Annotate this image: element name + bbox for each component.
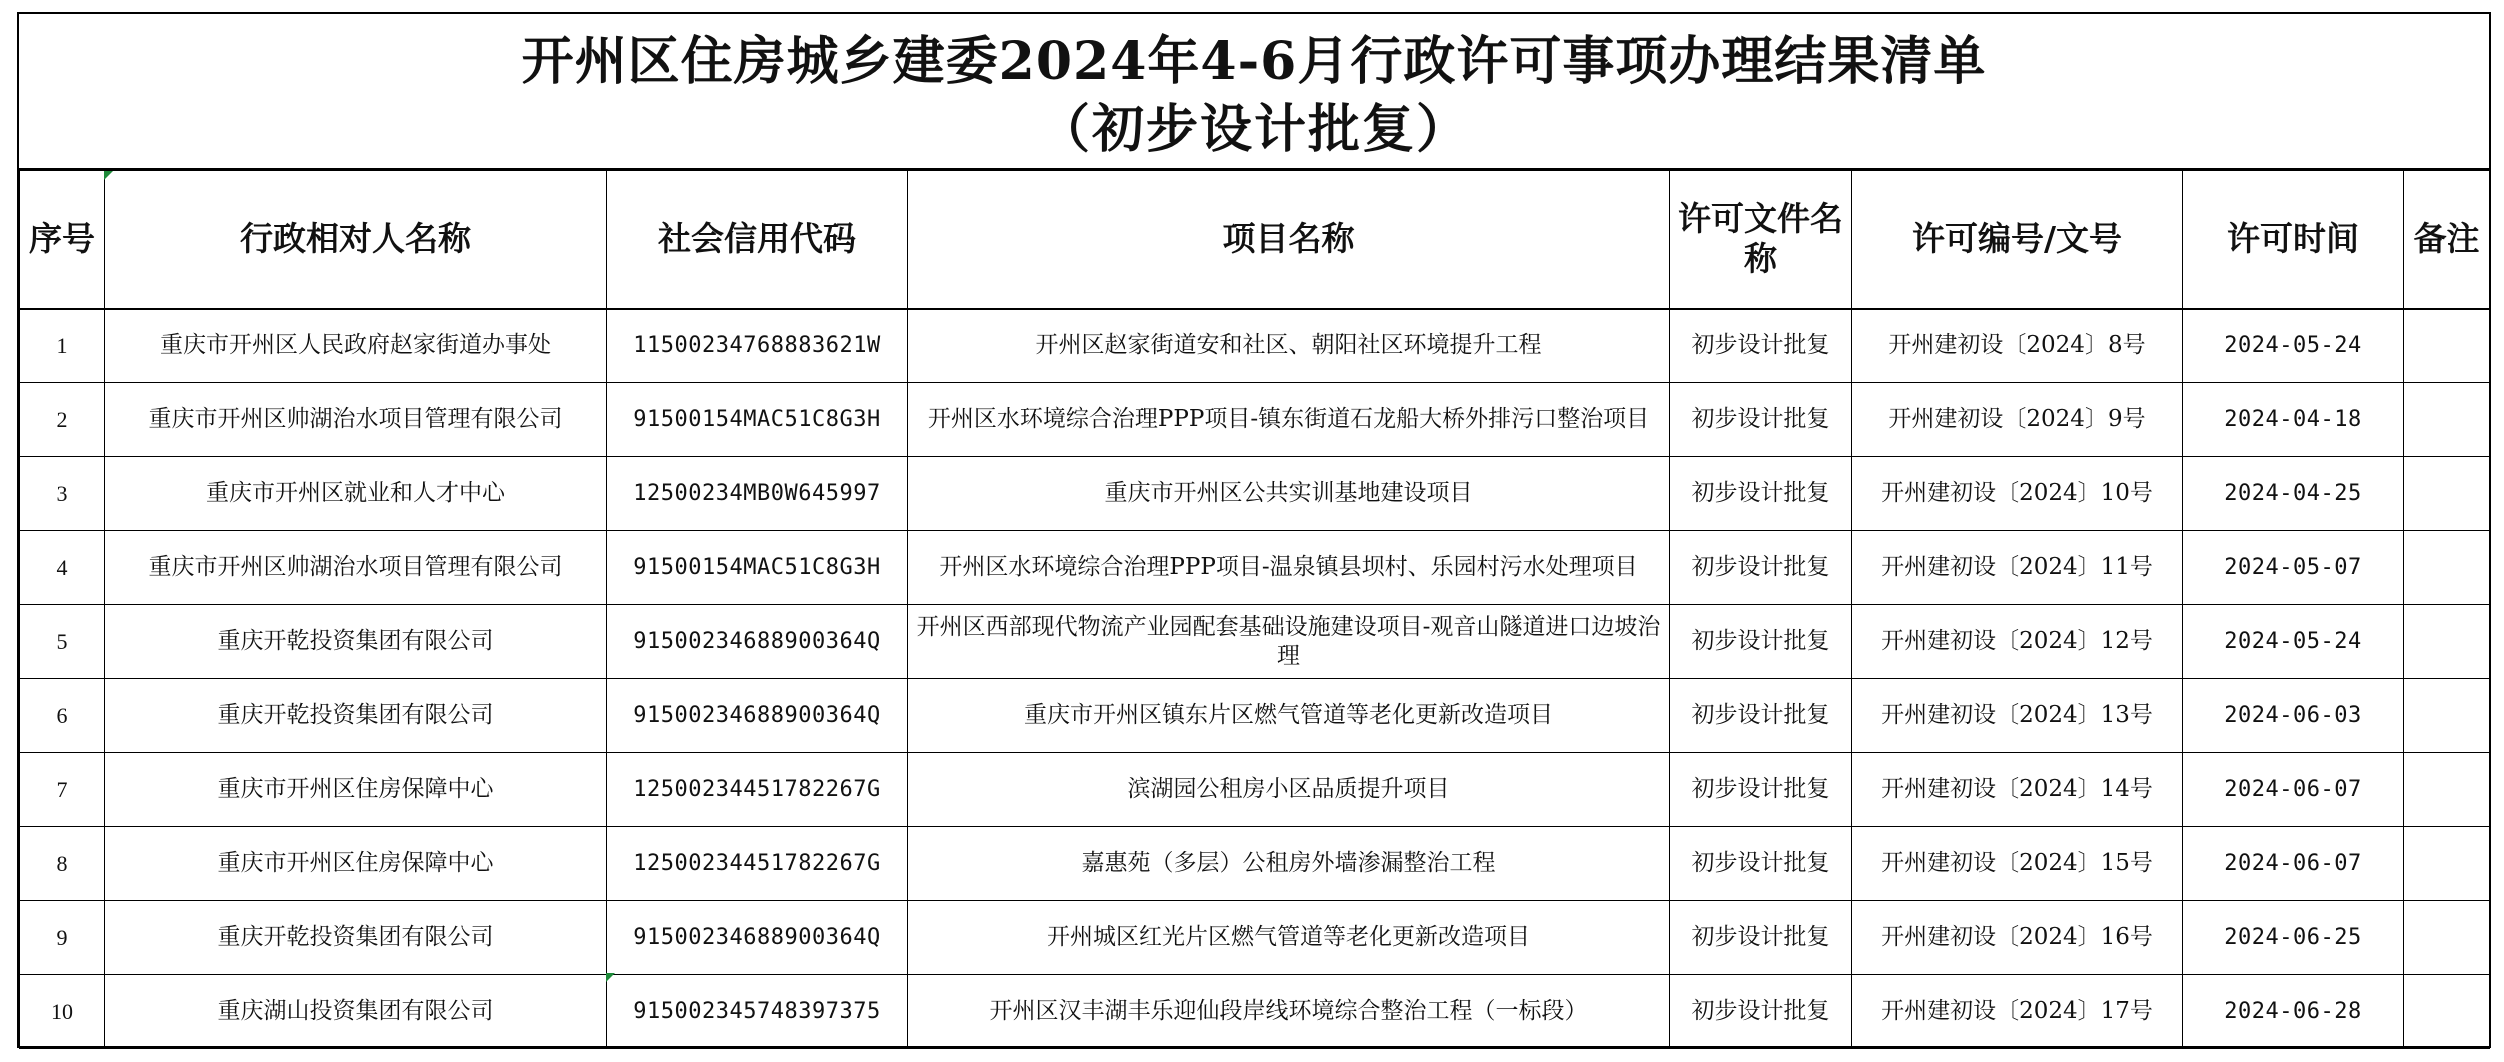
cell-code: 91500234688900364Q	[607, 679, 908, 753]
cell-doc: 初步设计批复	[1670, 531, 1852, 605]
cell-note	[2404, 679, 2490, 753]
table-row	[20, 679, 2490, 753]
table-row	[20, 457, 2490, 531]
cell-seq: 9	[20, 901, 105, 975]
cell-note	[2404, 383, 2490, 457]
cell-name: 重庆开乾投资集团有限公司	[105, 679, 607, 753]
header-note: 备注	[2404, 171, 2490, 309]
table-row	[20, 753, 2490, 827]
cell-code: 12500234451782267G	[607, 753, 908, 827]
cell-seq: 7	[20, 753, 105, 827]
cell-project: 重庆市开州区镇东片区燃气管道等老化更新改造项目	[908, 679, 1670, 753]
table-row	[20, 309, 2490, 383]
cell-name: 重庆市开州区就业和人才中心	[105, 457, 607, 531]
cell-number: 开州建初设〔2024〕16号	[1852, 901, 2183, 975]
page-subtitle: （初步设计批复）	[1037, 99, 1470, 160]
cell-date: 2024-05-24	[2183, 309, 2404, 383]
cell-code: 12500234MB0W645997	[607, 457, 908, 531]
cell-date: 2024-04-18	[2183, 383, 2404, 457]
cell-date: 2024-06-07	[2183, 753, 2404, 827]
table-row	[20, 827, 2490, 901]
cell-code: 91500154MAC51C8G3H	[607, 531, 908, 605]
cell-project: 重庆市开州区公共实训基地建设项目	[908, 457, 1670, 531]
cell-note	[2404, 531, 2490, 605]
cell-code: 91500154MAC51C8G3H	[607, 383, 908, 457]
cell-note	[2404, 901, 2490, 975]
cell-number: 开州建初设〔2024〕9号	[1852, 383, 2183, 457]
cell-doc: 初步设计批复	[1670, 901, 1852, 975]
cell-comment-marker	[104, 171, 113, 180]
cell-seq: 3	[20, 457, 105, 531]
results-sheet	[17, 12, 2491, 1048]
cell-number: 开州建初设〔2024〕13号	[1852, 679, 2183, 753]
cell-code: 91500234688900364Q	[607, 901, 908, 975]
table-row	[20, 531, 2490, 605]
cell-code: 11500234768883621W	[607, 309, 908, 383]
cell-project: 滨湖园公租房小区品质提升项目	[908, 753, 1670, 827]
cell-note	[2404, 605, 2490, 679]
cell-seq: 10	[20, 975, 105, 1049]
cell-name: 重庆市开州区住房保障中心	[105, 753, 607, 827]
cell-seq: 6	[20, 679, 105, 753]
cell-seq: 2	[20, 383, 105, 457]
header-doc: 许可文件名称	[1670, 171, 1852, 309]
cell-project: 开州区汉丰湖丰乐迎仙段岸线环境综合整治工程（一标段）	[908, 975, 1670, 1049]
cell-seq: 5	[20, 605, 105, 679]
cell-seq: 4	[20, 531, 105, 605]
cell-note	[2404, 309, 2490, 383]
cell-name: 重庆市开州区帅湖治水项目管理有限公司	[105, 383, 607, 457]
cell-name: 重庆开乾投资集团有限公司	[105, 605, 607, 679]
cell-doc: 初步设计批复	[1670, 753, 1852, 827]
cell-name: 重庆市开州区人民政府赵家街道办事处	[105, 309, 607, 383]
cell-number: 开州建初设〔2024〕10号	[1852, 457, 2183, 531]
header-seq: 序号	[20, 171, 105, 309]
cell-project: 开州区赵家街道安和社区、朝阳社区环境提升工程	[908, 309, 1670, 383]
table-row	[20, 383, 2490, 457]
cell-project: 开州城区红光片区燃气管道等老化更新改造项目	[908, 901, 1670, 975]
cell-number: 开州建初设〔2024〕12号	[1852, 605, 2183, 679]
cell-doc: 初步设计批复	[1670, 679, 1852, 753]
header-number: 许可编号/文号	[1852, 171, 2183, 309]
cell-doc: 初步设计批复	[1670, 457, 1852, 531]
cell-code: 915002345748397375	[607, 975, 908, 1049]
header-date: 许可时间	[2183, 171, 2404, 309]
cell-name: 重庆开乾投资集团有限公司	[105, 901, 607, 975]
cell-doc: 初步设计批复	[1670, 827, 1852, 901]
page-title: 开州区住房城乡建委2024年4-6月行政许可事项办理结果清单	[521, 31, 1987, 92]
cell-date: 2024-05-24	[2183, 605, 2404, 679]
cell-name: 重庆湖山投资集团有限公司	[105, 975, 607, 1049]
title-box	[19, 14, 2489, 170]
cell-date: 2024-06-03	[2183, 679, 2404, 753]
cell-note	[2404, 827, 2490, 901]
table-row	[20, 605, 2490, 679]
cell-date: 2024-06-28	[2183, 975, 2404, 1049]
cell-project: 开州区水环境综合治理PPP项目-镇东街道石龙船大桥外排污口整治项目	[908, 383, 1670, 457]
cell-doc: 初步设计批复	[1670, 309, 1852, 383]
results-table	[19, 170, 2490, 1049]
table-row	[20, 975, 2490, 1049]
cell-project: 开州区水环境综合治理PPP项目-温泉镇县坝村、乐园村污水处理项目	[908, 531, 1670, 605]
cell-date: 2024-05-07	[2183, 531, 2404, 605]
cell-project: 开州区西部现代物流产业园配套基础设施建设项目-观音山隧道进口边坡治理	[908, 605, 1670, 679]
header-code: 社会信用代码	[607, 171, 908, 309]
cell-note	[2404, 753, 2490, 827]
cell-date: 2024-06-07	[2183, 827, 2404, 901]
cell-number: 开州建初设〔2024〕8号	[1852, 309, 2183, 383]
cell-note	[2404, 975, 2490, 1049]
cell-note	[2404, 457, 2490, 531]
cell-code: 12500234451782267G	[607, 827, 908, 901]
cell-project: 嘉惠苑（多层）公租房外墙渗漏整治工程	[908, 827, 1670, 901]
cell-number: 开州建初设〔2024〕15号	[1852, 827, 2183, 901]
table-header-row	[20, 171, 2490, 309]
cell-doc: 初步设计批复	[1670, 605, 1852, 679]
header-name: 行政相对人名称	[105, 171, 607, 309]
cell-name: 重庆市开州区住房保障中心	[105, 827, 607, 901]
cell-doc: 初步设计批复	[1670, 975, 1852, 1049]
cell-number: 开州建初设〔2024〕11号	[1852, 531, 2183, 605]
cell-date: 2024-06-25	[2183, 901, 2404, 975]
cell-number: 开州建初设〔2024〕14号	[1852, 753, 2183, 827]
cell-name: 重庆市开州区帅湖治水项目管理有限公司	[105, 531, 607, 605]
cell-number: 开州建初设〔2024〕17号	[1852, 975, 2183, 1049]
cell-seq: 8	[20, 827, 105, 901]
cell-comment-marker	[606, 973, 615, 982]
table-row	[20, 901, 2490, 975]
cell-seq: 1	[20, 309, 105, 383]
cell-date: 2024-04-25	[2183, 457, 2404, 531]
cell-doc: 初步设计批复	[1670, 383, 1852, 457]
cell-code: 91500234688900364Q	[607, 605, 908, 679]
header-project: 项目名称	[908, 171, 1670, 309]
